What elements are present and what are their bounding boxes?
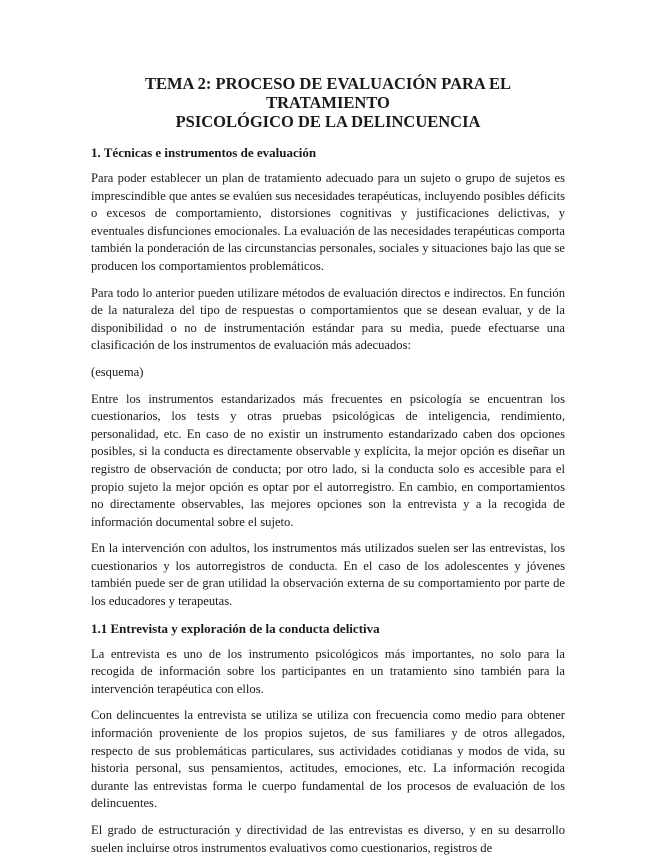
- paragraph: En la intervención con adultos, los instrumentos más utilizados suelen ser las entrevistas, los cuestionarios y los autorregistros de conducta. En el caso de los adolescentes y jóvenes también puede ser de gran utilidad la observación externa de su comportamiento por parte de los educadores y terapeutas.: [91, 541, 565, 609]
- section-heading-1: 1. Técnicas e instrumentos de evaluación: [91, 145, 317, 160]
- document-page: [91, 74, 565, 866]
- title-line-2: PSICOLÓGICO DE LA DELINCUENCIA: [175, 112, 481, 131]
- paragraph: Para poder establecer un plan de tratamiento adecuado para un sujeto o grupo de sujetos es imprescindible que antes se evalúen sus necesidades terapéuticas, incluyendo posibles déficits o excesos de comportamiento, distorsiones cognitivas y justificaciones delictivas, y eventuales disfunciones emocionales. La evaluación de las necesidades terapéuticas comporta también la ponderación de las circunstancias personales, sociales y situaciones bajo las que se producen los comportamientos problemáticos.: [91, 171, 565, 273]
- section-heading-1-1: 1.1 Entrevista y exploración de la conducta delictiva: [91, 620, 380, 636]
- schema-placeholder: (esquema): [91, 364, 144, 379]
- paragraph: La entrevista es uno de los instrumento psicológicos más importantes, no solo para la recogida de información sobre los participantes en un tratamiento sino también para la intervención terapéutica con ellos.: [91, 646, 565, 696]
- title-line-1: TEMA 2: PROCESO DE EVALUACIÓN PARA EL TRATAMIENTO: [144, 74, 512, 112]
- document-title: [91, 74, 565, 131]
- paragraph: Para todo lo anterior pueden utilizare métodos de evaluación directos e indirectos. En función de la naturaleza del tipo de respuestas o comportamientos que se desean evaluar, y de la disponibilidad o no de instrumentación estándar para su media, puede efectuarse una clasificación de los instrumentos de evaluación más adecuados:: [91, 285, 565, 353]
- paragraph: Entre los instrumentos estandarizados más frecuentes en psicología se encuentran los cuestionarios, los tests y otras pruebas psicológicas de inteligencia, rendimiento, personalidad, etc. En caso de no existir un instrumento estandarizado caben dos opciones posibles, si la conducta es directamente observable y explícita, la mejor opción es diseñar un registro de observación de conducta; por otro lado, si la conducta solo es accesible para el propio sujeto la mejor opción es optar por el autorregistro. En cambio, en comportamientos no directamente observables, las mejores opciones son la entrevista y a la recogida de información documental sobre el sujeto.: [91, 391, 565, 529]
- paragraph: El grado de estructuración y directividad de las entrevistas es diverso, y en su desarrollo suelen incluirse otros instrumentos evaluativos como cuestionarios, registros de: [91, 823, 565, 855]
- paragraph: Con delincuentes la entrevista se utiliza se utiliza con frecuencia como medio para obtener información proveniente de los propios sujetos, de sus familiares y de otros allegados, respecto de sus problemáticas particulares, sus actividades cotidianas y modos de vida, su historia personal, sus pensamientos, actitudes, emociones, etc. La información recogida durante las entrevistas forma le cuerpo fundamental de los procesos de evaluación de los delincuentes.: [91, 708, 565, 811]
